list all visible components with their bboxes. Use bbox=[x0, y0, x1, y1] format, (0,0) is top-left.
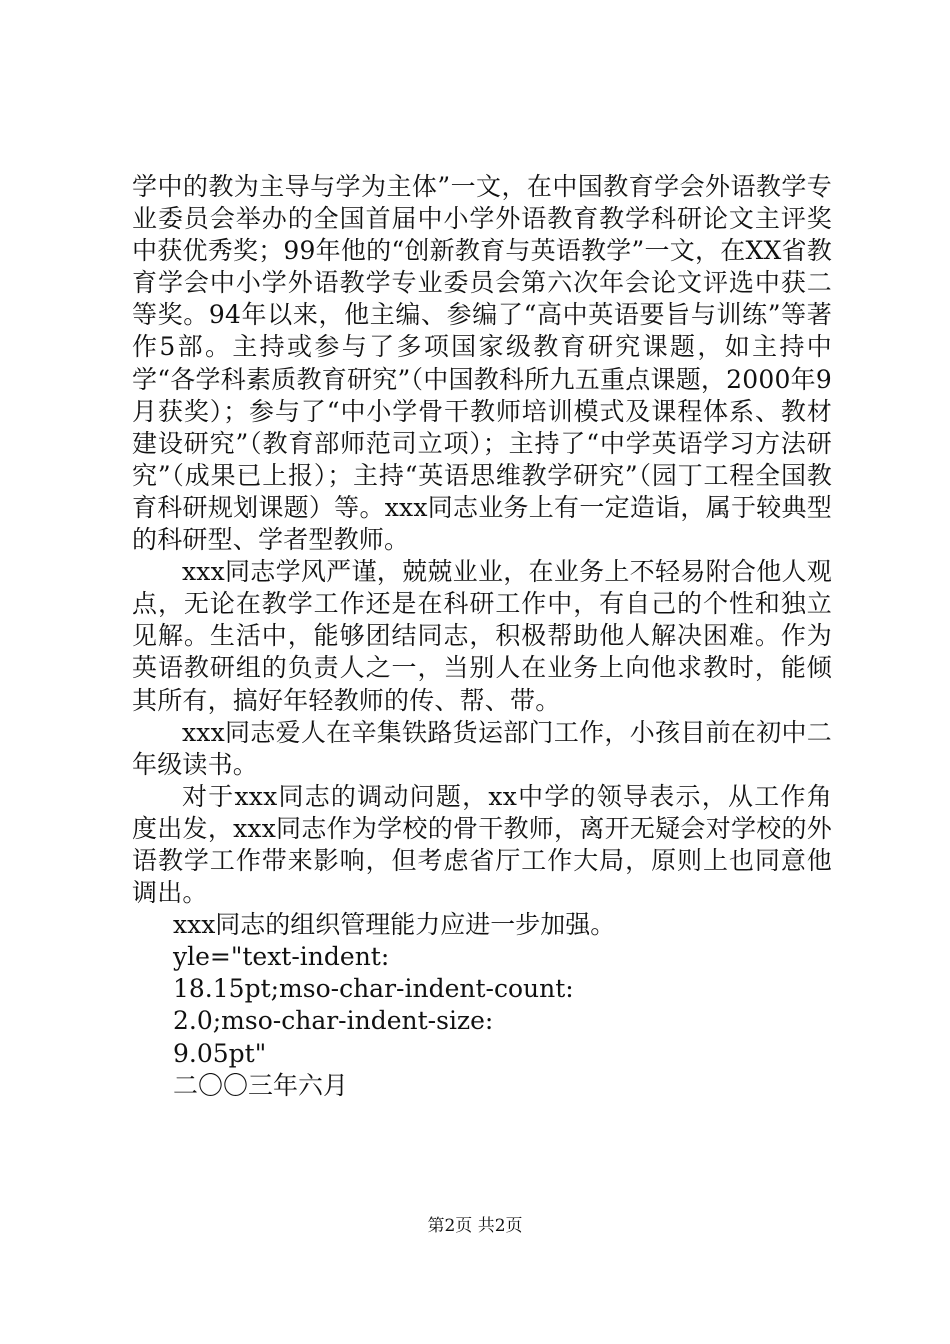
body-paragraph-1: 学中的教为主导与学为主体”一文，在中国教育学会外语教学专业委员会举办的全国首届中小学外语教育教学科研论文主评奖中获优秀奖；99年他的“创新教育与英语教学”一文，在XX省教育学会中小学外语教学专业委员会第六次年会论文评选中获二等奖。94年以来，他主编、参编了“高中英语要旨与训练”等著作5部。主持或参与了多项国家级教育研究课题，如主持中学“各学科素质教育研究”（中国教科所九五重点课题，2000年9月获奖）；参与了“中小学骨干教师培训模式及课程体系、教材建设研究”（教育部师范司立项）；主持了“中学英语学习方法研究”（成果已上报）；主持“英语思维教学研究”（园丁工程全国教育科研规划课题）等。xxx同志业务上有一定造诣，属于较典型的科研型、学者型教师。 bbox=[132, 172, 832, 555]
page-footer-number: 第2页 共2页 bbox=[427, 1216, 523, 1236]
body-line-3: 18.15pt;mso-char-indent-count: bbox=[173, 974, 574, 1004]
body-paragraph-4: 对于xxx同志的调动问题，xx中学的领导表示，从工作角度出发，xxx同志作为学校的骨干教师，离开无疑会对学校的外语教学工作带来影响，但考虑省厅工作大局，原则上也同意他调出。 bbox=[132, 781, 832, 908]
document-date: 二〇〇三年六月 bbox=[173, 1070, 349, 1100]
document-body bbox=[132, 171, 832, 1102]
body-line-4: 2.0;mso-char-indent-size: bbox=[173, 1006, 494, 1036]
body-line-2: yle="text-indent: bbox=[173, 942, 390, 972]
body-line-5: 9.05pt" bbox=[173, 1038, 267, 1068]
body-line-1: xxx同志的组织管理能力应进一步加强。 bbox=[173, 910, 616, 940]
body-paragraph-2: xxx同志学风严谨，兢兢业业，在业务上不轻易附合他人观点，无论在教学工作还是在科研工作中，有自己的个性和独立见解。生活中，能够团结同志，积极帮助他人解决困难。作为英语教研组的负责人之一，当别人在业务上向他求教时，能倾其所有，搞好年轻教师的传、帮、带。 bbox=[132, 557, 832, 715]
body-paragraph-3: xxx同志爱人在辛集铁路货运部门工作，小孩目前在初中二年级读书。 bbox=[132, 717, 832, 779]
